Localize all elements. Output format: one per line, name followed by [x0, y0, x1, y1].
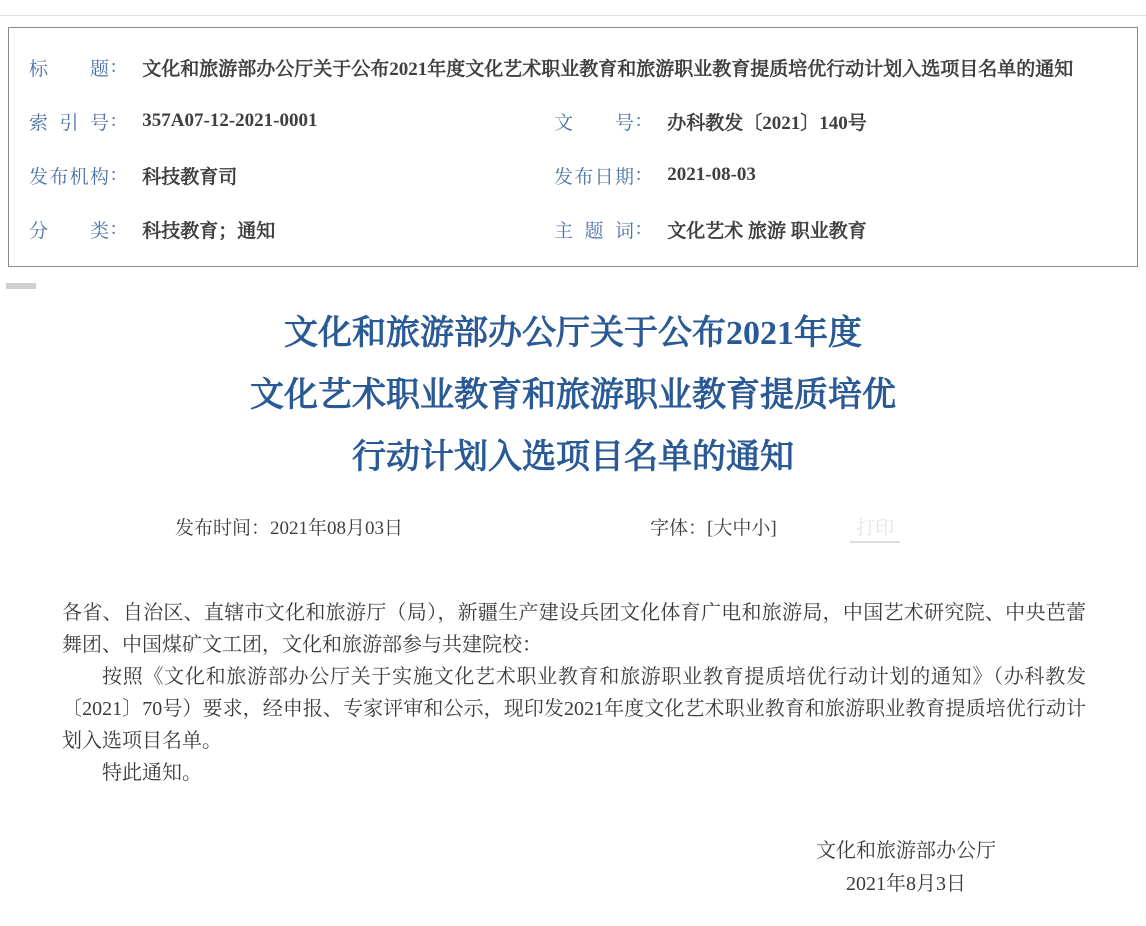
meta-row-title [9, 40, 1137, 94]
meta-cell-category [9, 216, 554, 243]
meta-value-publish-date: 2021-08-03 [667, 164, 756, 185]
page-title [0, 303, 1146, 489]
signature-block [0, 835, 1146, 901]
signature-date: 2021年8月3日 [846, 873, 966, 895]
meta-label-category: 分类 [29, 220, 109, 242]
meta-label-title: 标题 [29, 58, 109, 80]
meta-row-2 [9, 148, 1137, 202]
font-size-options[interactable]: [大中小] [707, 518, 777, 539]
page-title-line-1: 文化和旅游部办公厅关于公布2021年度 [284, 315, 862, 352]
signature-org: 文化和旅游部办公厅 [816, 840, 996, 862]
page-title-line-3: 行动计划入选项目名单的通知 [352, 439, 794, 476]
meta-value-doc-number: 办科教发〔2021〕140号 [667, 112, 867, 134]
meta-cell-issuing-agency [9, 162, 554, 189]
meta-colon: : [636, 218, 642, 239]
meta-colon: : [111, 110, 117, 131]
meta-colon: : [111, 218, 117, 239]
page-title-line-2: 文化艺术职业教育和旅游职业教育提质培优 [250, 377, 896, 414]
meta-colon: : [111, 164, 117, 185]
font-size-control [650, 513, 777, 540]
print-button[interactable]: 打印 [850, 513, 900, 543]
meta-label-index-number: 索引号 [29, 112, 109, 134]
meta-row-3 [9, 202, 1137, 256]
meta-row-1 [9, 94, 1137, 148]
meta-colon: : [111, 56, 117, 77]
paragraph-main: 按照《文化和旅游部办公厅关于实施文化艺术职业教育和旅游职业教育提质培优行动计划的通知》（办科教发〔2021〕70号）要求，经申报、专家评审和公示，现印发2021年度文化艺术职业教育和旅游职业教育提质培优行动计划入选项目名单。 [62, 666, 1086, 752]
meta-cell-doc-number [554, 108, 1137, 135]
meta-label-issuing-agency: 发布机构 [29, 166, 109, 188]
meta-value-index-number: 357A07-12-2021-0001 [142, 110, 318, 131]
font-size-label: 字体： [650, 518, 708, 539]
document-meta-table [8, 27, 1138, 267]
publish-time: 发布时间：2021年08月03日 [175, 518, 404, 539]
meta-colon: : [636, 110, 642, 131]
meta-value-issuing-agency: 科技教育司 [142, 166, 238, 188]
meta-label-publish-date: 发布日期 [554, 166, 634, 188]
meta-value-title: 文化和旅游部办公厅关于公布2021年度文化艺术职业教育和旅游职业教育提质培优行动计划入选项目名单的通知 [142, 58, 1074, 80]
meta-label-subject-words: 主题词 [554, 220, 634, 242]
meta-value-subject-words: 文化艺术 旅游 职业教育 [667, 220, 867, 242]
meta-cell-publish-date [554, 162, 1137, 189]
meta-label-doc-number: 文号 [554, 112, 634, 134]
meta-cell-subject-words [554, 216, 1137, 243]
top-divider [0, 15, 1146, 16]
notice-body [0, 597, 1146, 789]
meta-value-category: 科技教育；通知 [142, 220, 276, 242]
meta-colon: : [636, 164, 642, 185]
meta-cell-title [9, 54, 1137, 81]
publish-info-bar [0, 513, 1146, 541]
corner-artifact [6, 283, 36, 289]
paragraph-closing: 特此通知。 [102, 762, 202, 784]
meta-cell-index-number [9, 108, 554, 135]
signature-inner [816, 835, 996, 901]
paragraph-recipients: 各省、自治区、直辖市文化和旅游厅（局），新疆生产建设兵团文化体育广电和旅游局，中国艺术研究院、中央芭蕾舞团、中国煤矿文工团，文化和旅游部参与共建院校： [62, 602, 1086, 656]
